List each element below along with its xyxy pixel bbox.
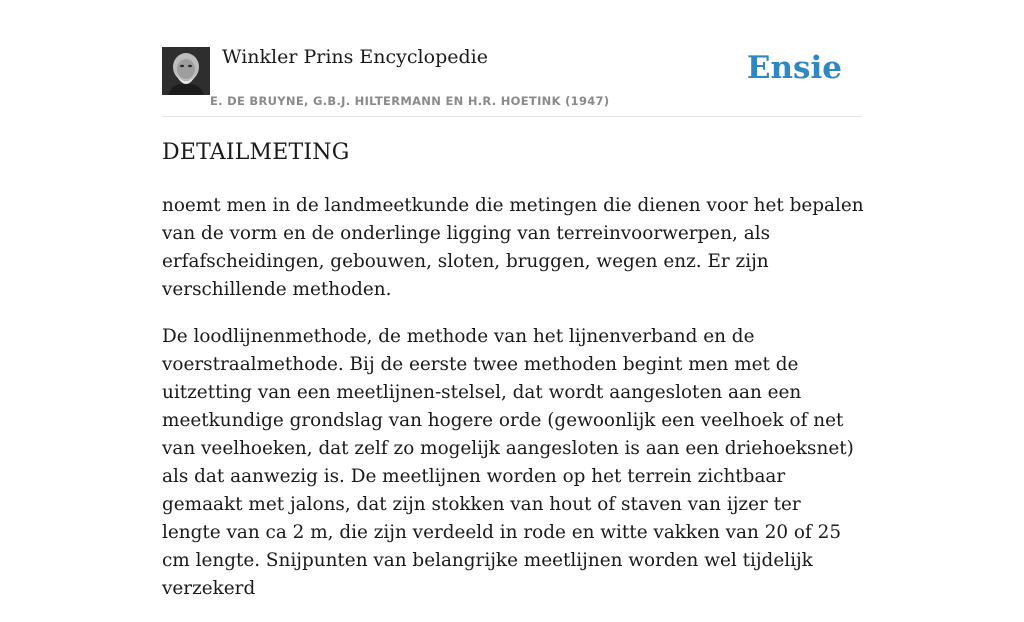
- paragraph: De loodlijnenmethode, de methode van het lijnenverband en de voerstraalmethode. Bij de eerste twee methoden begint men met de uitzetting van een meetlijnen-stelsel, dat wordt aangesloten aan een meetkundige grondslag van hogere orde (gewoonlijk een veelhoek of net van veelhoeken, dat zelf zo mogelijk aangesloten is aan een driehoeksnet) als dat aanwezig is. De meetlijnen worden op het terrein zichtbaar gemaakt met jalons, dat zijn stokken van hout of staven van ijzer ter lengte van ca 2 m, die zijn verdeeld in rode en witte vakken van 20 of 25 cm lengte. Snijpunten van belangrijke meetlijnen worden wel tijdelijk verzekerd: [162, 326, 854, 599]
- brand-logo-link[interactable]: Ensie: [746, 50, 842, 86]
- page-header: [162, 44, 862, 117]
- authors-line: E. DE BRUYNE, G.B.J. HILTERMANN EN H.R. HOETINK (1947): [210, 94, 610, 108]
- source-title[interactable]: Winkler Prins Encyclopedie: [222, 46, 488, 68]
- entry-title: DETAILMETING: [162, 140, 350, 165]
- author-avatar: [162, 47, 210, 95]
- article-body: [162, 192, 864, 622]
- paragraph: noemt men in de landmeetkunde die metingen die dienen voor het bepalen van de vorm en de onderlinge ligging van terreinvoorwerpen, als erfafscheidingen, gebouwen, sloten, bruggen, wegen enz. Er zijn verschillende methoden.: [162, 195, 864, 300]
